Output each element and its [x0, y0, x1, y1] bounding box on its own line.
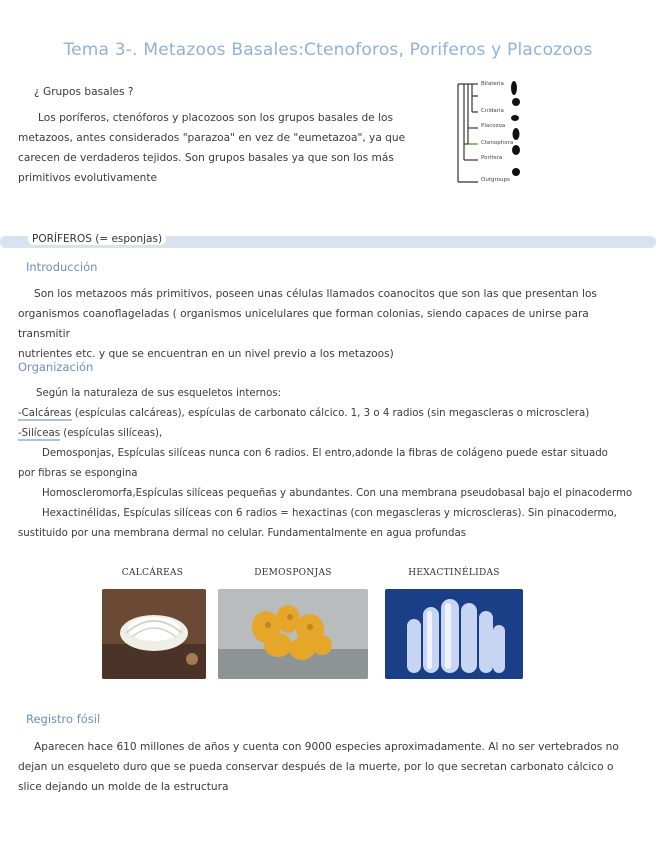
paragraph-line: Son los metazoos más primitivos, poseen unas células llamados coanocitos que son las que presentan los: [34, 288, 597, 300]
tree-label: Outgroups: [481, 177, 510, 183]
paragraph-line: dejan un esqueleto duro que se pueda conservar después de la muerte, por lo que secretan carbonato cálcico o: [18, 761, 614, 773]
tree-label: Bilateria: [481, 81, 504, 87]
paragraph-line: por fibras se espongina: [18, 468, 138, 479]
intro-line: metazoos, antes considerados "parazoa" en vez de "eumetazoa", ya que: [18, 132, 406, 144]
paragraph-line: slice dejando un molde de la estructura: [18, 781, 229, 793]
calcareas-line: -Calcáreas (espículas calcáreas), espículas de carbonato cálcico. 1, 3 o 4 radios (sin megascleras o microsclera): [18, 408, 590, 419]
caption-hexactinelidas: HEXACTINÉLIDAS: [408, 568, 500, 578]
tree-label: Ctenophora: [481, 140, 514, 146]
paragraph-line: Aparecen hace 610 millones de años y cuenta con 9000 especies aproximadamente. Al no ser vertebrados no: [34, 741, 619, 753]
section-band-label: PORÍFEROS (= esponjas): [28, 233, 166, 245]
intro-line: primitivos evolutivamente: [18, 172, 158, 184]
paragraph-line: Homoscleromorfa,Espículas silíceas pequeñas y abundantes. Con una membrana pseudobasal bajo el pinacodermo: [42, 488, 633, 499]
organizacion-paragraph: [18, 384, 643, 544]
paragraph-line: nutrientes etc. y que se encuentran en un nivel previo a los metazoos): [18, 348, 394, 360]
paragraph-line: sustituido por una membrana dermal no celular. Fundamentalmente en agua profundas: [18, 528, 467, 539]
intro-paragraph: [18, 108, 438, 188]
paragraph-line: Demosponjas, Espículas silíceas nunca con 6 radios. El entro,adonde la fibras de colágeno puede estar situado: [42, 448, 608, 459]
paragraph-line: Hexactinélidas, Espículas silíceas con 6 radios = hexactinas (con megascleras y microscleras). Sin pinacodermo,: [42, 508, 617, 519]
caption-demosponjas: DEMOSPONJAS: [254, 568, 332, 578]
siliceas-term: -Silíceas: [18, 428, 61, 439]
phylogenetic-tree: [452, 74, 536, 192]
demosponjas-photo: [218, 589, 368, 679]
introduccion-paragraph: [18, 284, 643, 364]
tree-label: Cnidaria: [481, 108, 504, 114]
tree-label: Porifera: [481, 155, 503, 161]
calcareas-term: -Calcáreas: [18, 408, 72, 419]
paragraph-line: Según la naturaleza de sus esqueletos internos:: [36, 388, 282, 399]
paragraph-line: organismos coanoflageladas ( organismos unicelulares que forman colonias, siendo capaces de unirse para transmitir: [18, 308, 589, 340]
calcareas-photo: [102, 589, 206, 679]
heading-organizacion: Organización: [18, 360, 94, 374]
hexactinelidas-photo: [385, 589, 523, 679]
intro-question: ¿ Grupos basales ?: [34, 86, 134, 98]
registro-paragraph: [18, 737, 643, 797]
cnidaria-icon: [512, 98, 520, 106]
intro-line: carecen de verdaderos tejidos. Son grupos basales ya que son los más: [18, 152, 394, 164]
porifera-icon: [512, 145, 520, 155]
heading-introduccion: Introducción: [26, 260, 98, 274]
tree-label: Placozoa: [481, 123, 506, 129]
intro-line: Los poríferos, ctenóforos y placozoos son los grupos basales de los: [38, 112, 394, 124]
caption-calcareas: CALCÁREAS: [121, 568, 184, 578]
bilateria-icon: [511, 81, 517, 95]
siliceas-line: -Silíceas (espículas silíceas),: [18, 428, 163, 439]
placozoa-icon: [511, 115, 519, 121]
outgroups-icon: [512, 168, 520, 176]
page-title: Tema 3-. Metazoos Basales:Ctenoforos, Poriferos y Placozoos: [63, 40, 593, 60]
heading-registro-fosil: Registro fósil: [26, 712, 101, 726]
ctenophora-icon: [513, 128, 520, 140]
